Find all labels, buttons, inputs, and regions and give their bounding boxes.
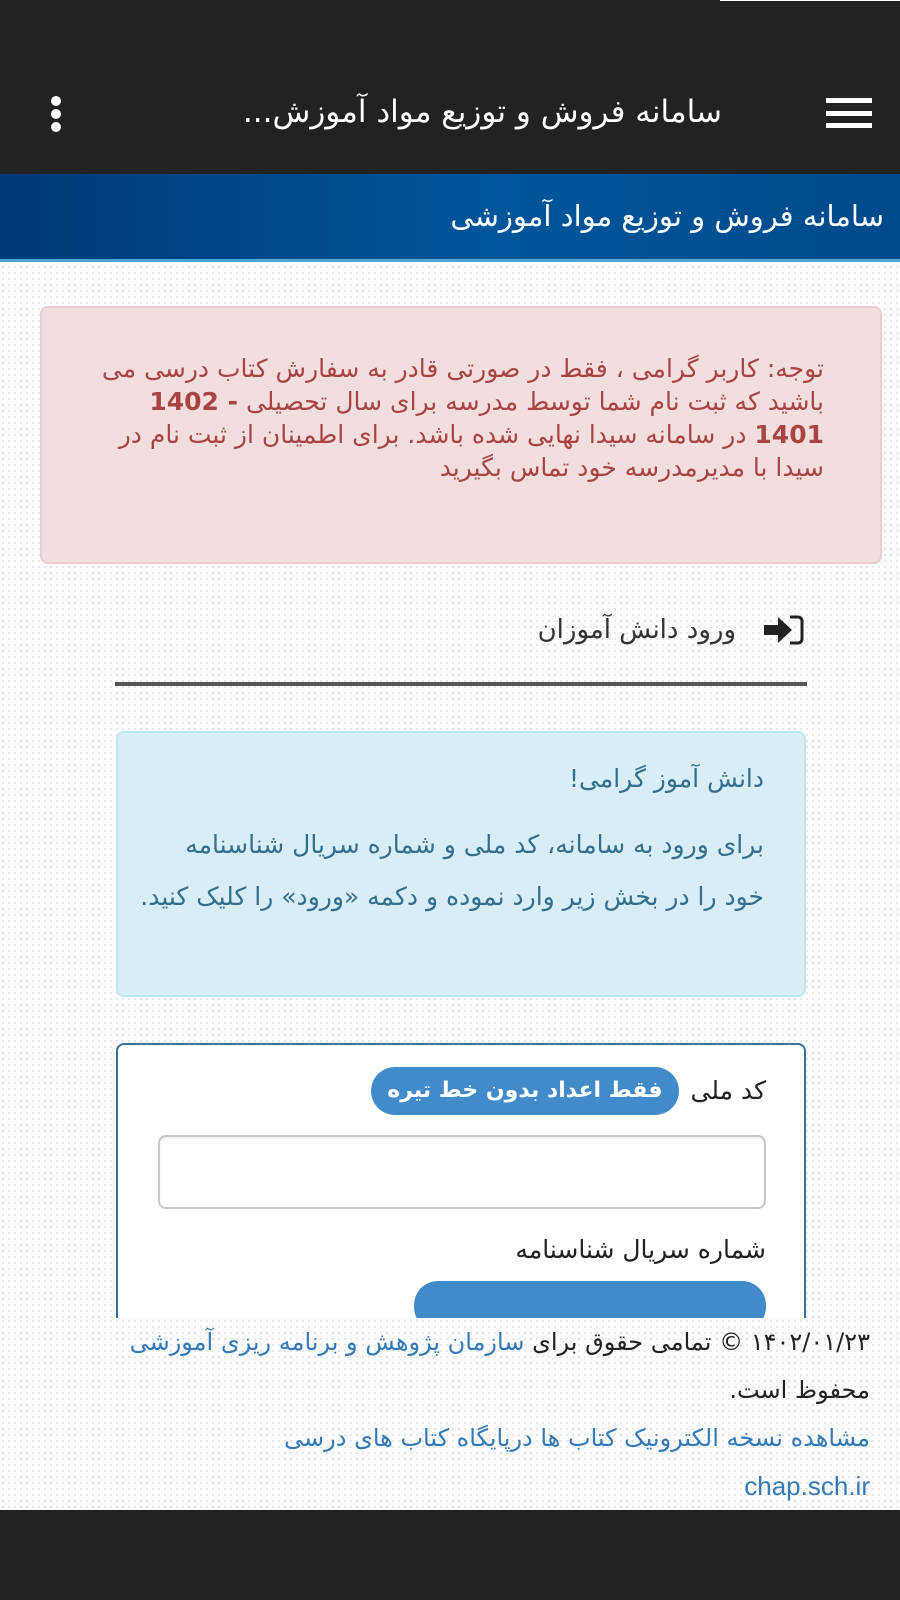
login-title: ورود دانش آموزان (537, 615, 736, 645)
ebook-link[interactable]: مشاهده نسخه الکترونیک کتاب ها درپایگاه کتاب های درسی (284, 1424, 870, 1452)
registration-notice (40, 306, 882, 564)
copyright-prefix: © تمامی حقوق برای (524, 1328, 751, 1356)
notice-years: 1402 - 1401 (149, 387, 824, 449)
national-code-label: کد ملی (690, 1076, 766, 1105)
app-bar (0, 0, 900, 174)
info-body: برای ورود به سامانه، کد ملی و شماره سریال شناسنامه خود را در بخش زیر وارد نموده و دکمه «ورود» را کلیک کنید. (140, 830, 764, 911)
student-login-heading (538, 612, 804, 648)
copyright (80, 1318, 870, 1414)
login-instructions (116, 731, 806, 997)
ebook-site-link[interactable]: chap.sch.ir (744, 1471, 870, 1501)
notice-text-after: در سامانه سیدا نهایی شده باشد. برای اطمینان از ثبت نام در سیدا با مدیرمدرسه خود تماس بگیرید (118, 420, 824, 482)
app-title: سامانه فروش و توزیع مواد آموزش... (242, 94, 722, 130)
site-title: سامانه فروش و توزیع مواد آموزشی (450, 199, 884, 233)
info-greeting: دانش آموز گرامی! (568, 764, 764, 793)
copyright-suffix: محفوظ است. (729, 1376, 870, 1404)
org-link[interactable]: سازمان پژوهش و برنامه ریزی آموزشی (129, 1328, 525, 1356)
national-code-input[interactable] (158, 1135, 766, 1209)
notice-text-before: توجه: کاربر گرامی ، فقط در صورتی قادر به سفارش کتاب درسی می باشید که ثبت نام شما توسط مدرسه برای سال تحصیلی (101, 354, 824, 416)
site-banner (0, 174, 900, 262)
serial-label: شماره سریال شناسنامه (515, 1235, 766, 1264)
national-code-label-row (371, 1067, 766, 1115)
status-strip (720, 0, 900, 1)
more-vert-icon[interactable] (46, 96, 66, 132)
serial-label-row (515, 1233, 766, 1267)
heading-divider (115, 682, 807, 686)
system-navigation-bar (0, 1510, 900, 1600)
sign-in-icon (762, 614, 804, 646)
footer-date: ۱۴۰۲/۰۱/۲۳ (750, 1328, 870, 1356)
footer (0, 1318, 900, 1510)
hamburger-menu-icon[interactable] (826, 98, 872, 128)
national-code-hint-badge: فقط اعداد بدون خط تیره (371, 1067, 678, 1115)
